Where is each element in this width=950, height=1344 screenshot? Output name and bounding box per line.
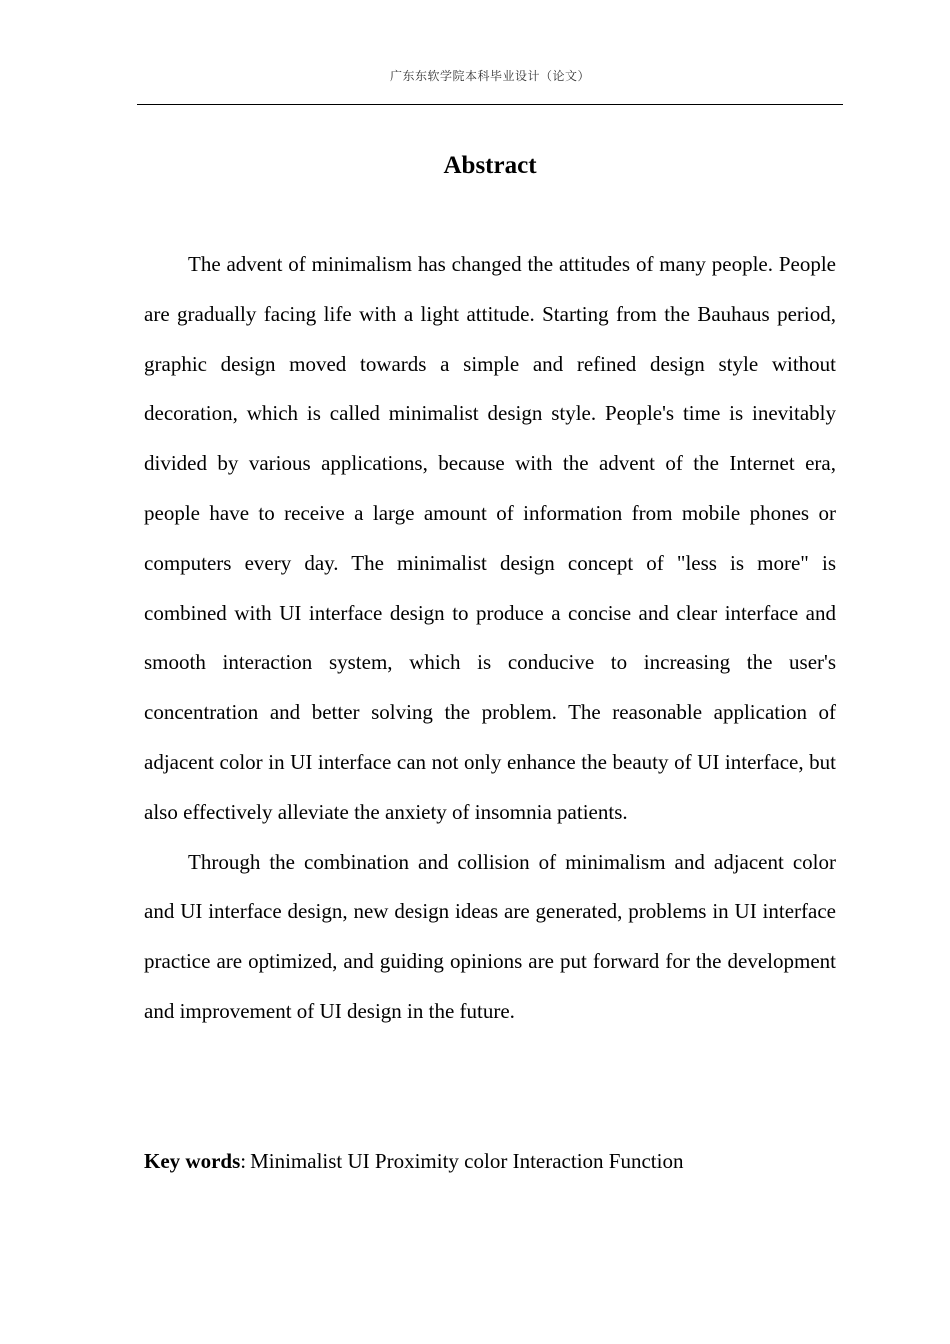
running-header: 广东东软学院本科毕业设计（论文） bbox=[389, 69, 590, 83]
header-divider bbox=[137, 104, 843, 105]
abstract-title: Abstract bbox=[443, 152, 537, 179]
keywords-label: Key words bbox=[144, 1149, 241, 1173]
keywords-text: Minimalist UI Proximity color Interaction Function bbox=[250, 1149, 684, 1173]
keywords-separator: : bbox=[240, 1149, 247, 1173]
keywords-line bbox=[144, 1137, 836, 1187]
abstract-paragraph: Through the combination and collision of minimalism and adjacent color and UI interface design, new design ideas are generated, problems in UI interface practice are optimized, and guiding opinions are put forward for the development and improvement of UI design in the future. bbox=[144, 849, 836, 1023]
abstract-body bbox=[144, 240, 836, 1037]
abstract-paragraph: The advent of minimalism has changed the attitudes of many people. People are gradually facing life with a light attitude. Starting from the Bauhaus period, graphic design moved towards a simple and refined design style without decoration, which is called minimalist design style. People's time is inevitably divided by various applications, because with the advent of the Internet era, people have to receive a large amount of information from mobile phones or computers every day. The minimalist design concept of "less is more" is combined with UI interface design to produce a concise and clear interface and smooth interaction system, which is conducive to increasing the user's concentration and better solving the problem. The reasonable application of adjacent color in UI interface can not only enhance the beauty of UI interface, but also effectively alleviate the anxiety of insomnia patients. bbox=[144, 252, 836, 824]
